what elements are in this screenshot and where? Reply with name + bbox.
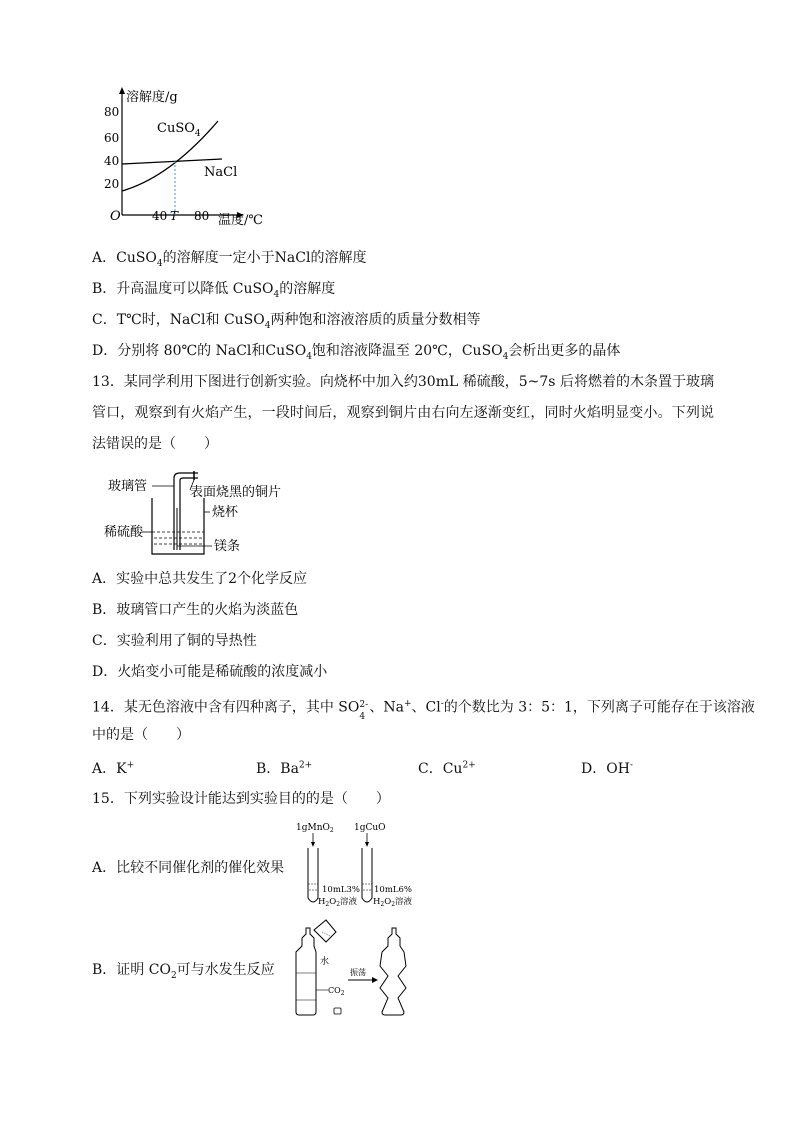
q13-option-c: C．实验利用了铜的导热性 <box>92 633 257 649</box>
q14-stem-line1: 14．某无色溶液中含有四种离子，其中 SO 2- 4 、Na+、Cl-的个数比为 3：5：1，下列离子可能存在于该溶液 <box>92 699 755 722</box>
q14-option-c: C．$Cu^{2+}$ <box>418 760 476 777</box>
tube1-reagent: 1gMnO$_2$ <box>296 823 334 834</box>
shake-label: 振荡 <box>350 968 366 977</box>
shake-arrowhead <box>372 977 378 983</box>
label-beaker: 烧杯 <box>212 505 239 520</box>
q15-stem: 15．下列实验设计能达到实验目的的是（ ） <box>92 791 390 807</box>
water-label: 水 <box>320 957 330 967</box>
label-glass-tube: 玻璃管 <box>108 479 148 494</box>
q13-apparatus <box>100 468 300 560</box>
water-beaker <box>314 920 336 942</box>
y-tick: 20 <box>104 177 120 191</box>
cuso4-label: CuSO$_4$ <box>157 121 201 139</box>
tube1-conc: 10mL3% <box>322 885 361 895</box>
x-tick: 40 <box>152 209 168 223</box>
q14-stem-line2: 中的是（ ） <box>92 727 190 743</box>
x-tick: 80 <box>194 209 210 223</box>
y-tick: 40 <box>104 154 120 168</box>
label-copper: 表面烧黑的铜片 <box>190 485 282 500</box>
bottle-cap <box>334 1008 341 1014</box>
arrow-head <box>311 842 315 847</box>
y-axis-arrow <box>119 87 125 94</box>
test-tube-1 <box>308 848 318 902</box>
q15-option-a: A．比较不同催化剂的催化效果 <box>92 860 285 876</box>
q14-option-a: A．K+ <box>92 760 135 777</box>
co2-bottle-figure <box>294 918 418 1018</box>
q13-stem: 13．某同学利用下图进行创新实验。向烧杯中加入约30mL 稀硫酸，5~7s 后将燃着的木条置于玻璃管口，观察到有火焰产生，一段时间后，观察到铜片由右向左逐渐变红，同时火焰明显变小。下列说法错误的是（ ） <box>92 374 714 452</box>
label-acid: 稀硫酸 <box>104 525 144 540</box>
co2-label: $CO_2$ <box>328 986 345 997</box>
q14-option-b: B．$Ba^{2+}$ <box>256 760 313 777</box>
q15-option-b: B．证明 $CO_2$可与水发生反应 <box>92 962 275 981</box>
x-tick: T <box>170 209 179 223</box>
y-tick: 80 <box>104 105 120 119</box>
arrow-head <box>365 842 369 847</box>
tube1-solution: $H_2O_2$溶液 <box>318 897 358 908</box>
nacl-curve <box>122 159 222 164</box>
q12-option-b: B．升高温度可以降低 CuSO$_4$的溶解度 <box>92 281 336 300</box>
solubility-graph <box>100 85 290 233</box>
nacl-label: NaCl <box>204 165 238 180</box>
y-tick: 60 <box>104 131 120 145</box>
catalyst-tubes-figure <box>296 818 420 910</box>
x-axis-label: 温度/℃ <box>218 213 263 228</box>
q12-option-d: D．分别将 80℃的 NaCl和CuSO$_4$饱和溶液降温至 20℃，CuSO$_4$会析出更多的晶体 <box>92 343 621 362</box>
beaker <box>152 498 204 554</box>
q13-option-b: B．玻璃管口产生的火焰为淡蓝色 <box>92 602 299 618</box>
q13-option-a: A．实验中总共发生了2个化学反应 <box>92 571 308 587</box>
tube2-conc: 10mL6% <box>374 885 413 895</box>
tube2-reagent: 1gCuO <box>354 823 386 833</box>
q12-option-a: A．CuSO$_4$的溶解度一定小于NaCl的溶解度 <box>92 250 367 269</box>
water-level <box>322 932 330 936</box>
origin-label: O <box>110 209 121 224</box>
q12-option-c: C．T℃时，NaCl和 CuSO$_4$两种饱和溶液溶质的质量分数相等 <box>92 312 481 331</box>
tube2-solution: $H_2O_2$溶液 <box>373 897 413 908</box>
q13-option-d: D．火焰变小可能是稀硫酸的浓度减小 <box>92 664 328 680</box>
test-tube-2 <box>362 848 372 902</box>
label-mg: 镁条 <box>214 539 241 554</box>
bottle-left <box>296 928 316 1015</box>
bottle-right <box>380 928 406 1015</box>
y-axis-label: 溶解度/g <box>126 90 178 105</box>
q14-option-d: D．OH- <box>581 760 633 777</box>
